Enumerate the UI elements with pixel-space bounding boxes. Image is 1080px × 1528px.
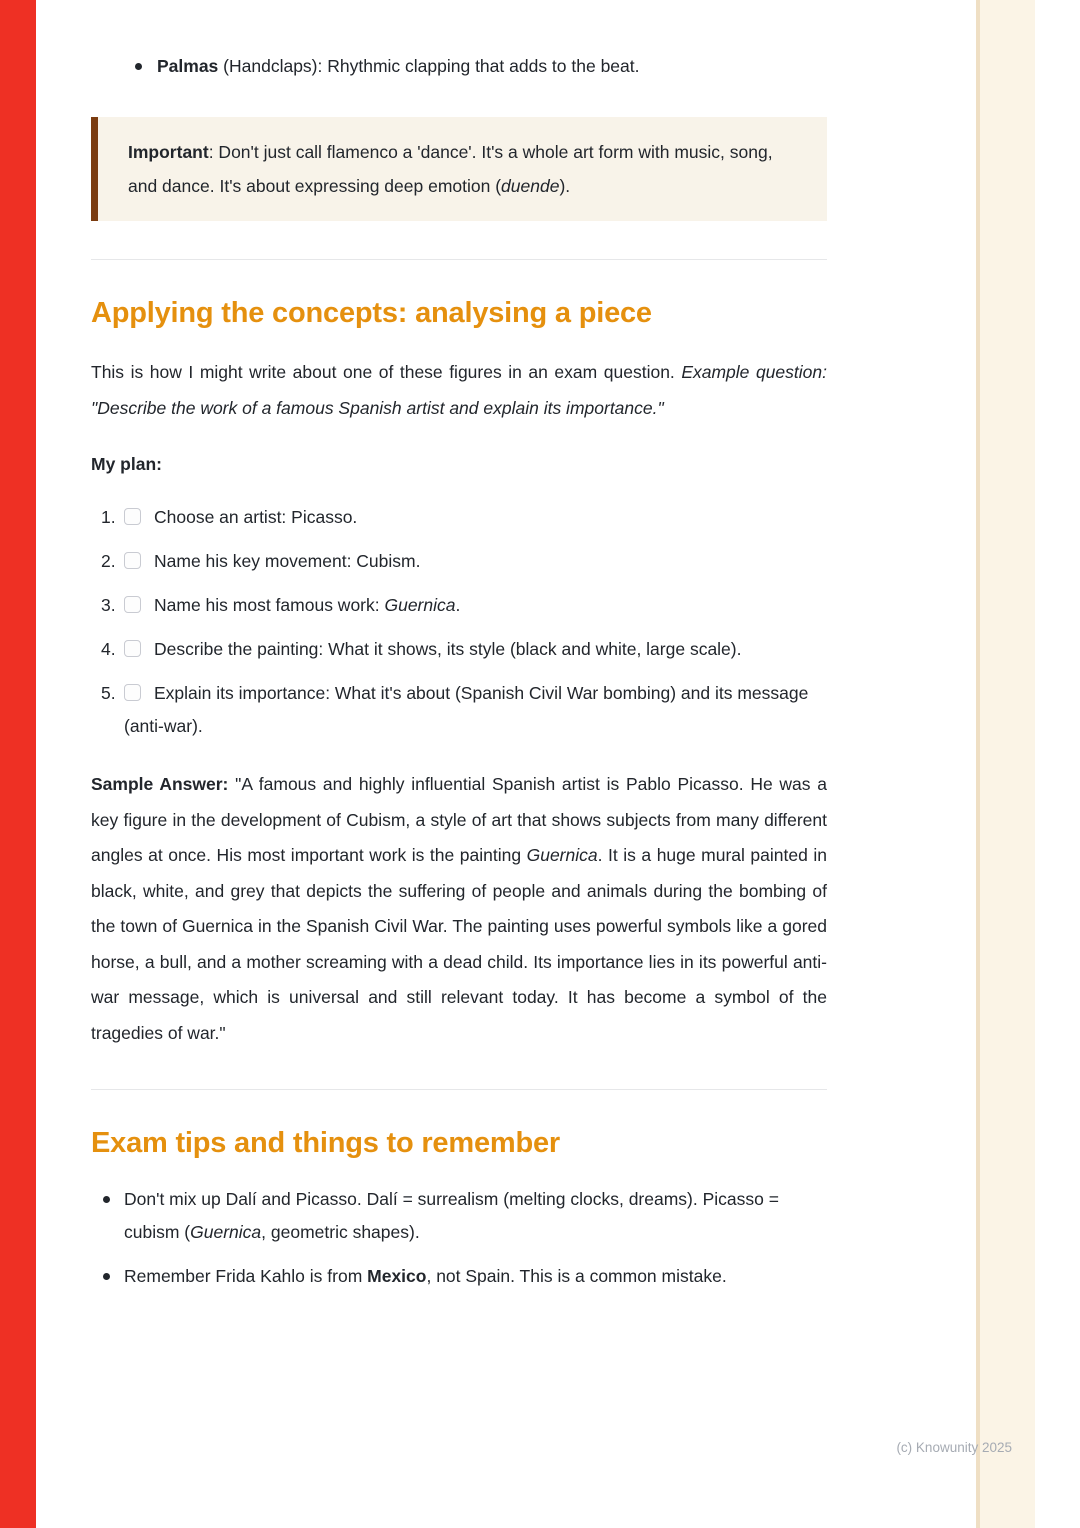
exam-tips-list [91,1183,827,1293]
section-divider [91,259,827,260]
plan-item-text-end: . [455,595,461,615]
callout-label: Important [128,142,209,162]
tip-text: Remember Frida Kahlo is from [124,1266,368,1286]
section-title-exam-tips: Exam tips and things to remember [91,1127,560,1159]
bullet-icon [103,1273,110,1280]
checkbox[interactable] [124,684,141,701]
palmas-description: (Handclaps): Rhythmic clapping that adds to the beat. [218,56,640,76]
plan-item-italic: Guernica [384,595,456,615]
page-edge-strip [976,0,1035,1528]
sample-answer-paragraph [91,767,827,1051]
intro-text: This is how I might write about one of these figures in an exam question. [91,362,682,382]
item-number: 2. [101,551,116,571]
plan-item-text: Explain its importance: What it's about (Spanish Civil War bombing) and its message (anti-war). [124,683,809,736]
plan-item-text: Name his most famous work: [154,595,385,615]
left-accent-bar [0,0,36,1528]
tip-text-end: , not Spain. This is a common mistake. [426,1266,727,1286]
item-number: 4. [101,639,116,659]
tip-item-1 [91,1183,827,1249]
section-divider [91,1089,827,1090]
tip-italic: Guernica [190,1222,262,1242]
my-plan-label: My plan: [91,454,162,474]
item-number: 3. [101,595,116,615]
item-number: 1. [101,507,116,527]
section-title-applying: Applying the concepts: analysing a piece [91,297,652,329]
sample-answer-italic: Guernica [526,845,598,865]
plan-item-text: Name his key movement: Cubism. [154,551,421,571]
intro-paragraph [91,355,827,426]
checkbox[interactable] [124,640,141,657]
tip-item-2 [91,1260,827,1293]
note-content [91,0,827,1304]
plan-item-1 [91,501,827,534]
callout-text: : Don't just call flamenco a 'dance'. It's a whole art form with music, song, and dance. It's about expressing deep emotion ( [128,142,773,196]
footer-credit: (c) Knowunity 2025 [896,1440,1012,1455]
checkbox[interactable] [124,596,141,613]
tip-text: Don't mix up Dalí and Picasso. Dalí = surrealism (melting clocks, dreams). Picasso = cubism ( [124,1189,779,1242]
plan-item-5 [91,677,827,743]
tip-text-end: , geometric shapes). [261,1222,420,1242]
sample-answer-text-end: . It is a huge mural painted in black, white, and grey that depicts the suffering of people and animals during the bombing of the town of Guernica in the Spanish Civil War. The painting uses powerful symbols like a gored horse, a bull, and a mother screaming with a dead child. Its importance lies in its powerful anti-war message, which is universal and still relevant today. It has become a symbol of the tragedies of war." [91,845,827,1043]
tip-bold: Mexico [367,1266,427,1286]
callout-text-end: ). [559,176,571,196]
bullet-icon [135,63,142,70]
plan-item-text: Describe the painting: What it shows, its style (black and white, large scale). [154,639,742,659]
plan-item-2 [91,545,827,578]
sample-answer-text: "A famous and highly influential Spanish artist is Pablo Picasso. He was a key figure in the development of Cubism, a style of art that shows subjects from many different angles at once. His most important work is the painting [91,774,828,865]
plan-item-4 [91,633,827,666]
checkbox[interactable] [124,552,141,569]
sample-answer-label: Sample Answer: [91,774,229,794]
flamenco-elements-list [91,50,827,83]
plan-list [91,501,827,743]
plan-item-text: Choose an artist: Picasso. [154,507,358,527]
intro-example-question: Example question: "Describe the work of a famous Spanish artist and explain its importance." [91,362,827,418]
important-callout [91,117,827,221]
item-number: 5. [101,683,116,703]
checkbox[interactable] [124,508,141,525]
bullet-icon [103,1196,110,1203]
plan-item-3 [91,589,827,622]
list-item-palmas [91,50,827,83]
callout-italic-term: duende [501,176,560,196]
palmas-term: Palmas [157,56,219,76]
